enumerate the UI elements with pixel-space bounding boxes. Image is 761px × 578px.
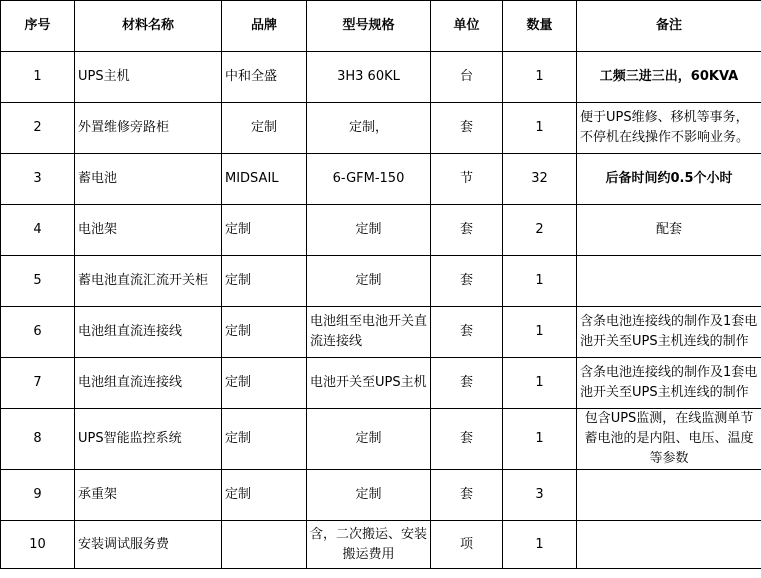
cell-qty: 2 [503,205,577,256]
cell-model: 6-GFM-150 [307,154,431,205]
cell-brand: 定制 [222,409,307,470]
cell-material: 电池组直流连接线 [75,358,222,409]
header-brand: 品牌 [222,1,307,52]
cell-qty: 1 [503,307,577,358]
cell-model: 定制 [307,409,431,470]
cell-unit: 套 [431,103,503,154]
table-row [1,307,761,358]
cell-material: 电池架 [75,205,222,256]
table-row [1,103,761,154]
cell-qty: 1 [503,103,577,154]
cell-model: 电池开关至UPS主机 [307,358,431,409]
cell-qty: 1 [503,521,577,569]
cell-model: 3H3 60KL [307,52,431,103]
table-row [1,52,761,103]
cell-qty: 1 [503,52,577,103]
cell-note [577,521,761,569]
cell-brand: 定制 [222,256,307,307]
cell-qty: 3 [503,470,577,521]
cell-index: 1 [1,52,75,103]
cell-brand: 定制 [222,470,307,521]
cell-note [577,256,761,307]
cell-unit: 套 [431,409,503,470]
cell-brand: MIDSAIL [222,154,307,205]
cell-brand: 定制 [222,307,307,358]
cell-index: 10 [1,521,75,569]
header-material: 材料名称 [75,1,222,52]
cell-model: 定制， [307,103,431,154]
cell-unit: 项 [431,521,503,569]
cell-note: 工频三进三出，60KVA [577,52,761,103]
table-row [1,256,761,307]
cell-material: 承重架 [75,470,222,521]
cell-note: 含条电池连接线的制作及1套电池开关至UPS主机连线的制作 [577,307,761,358]
cell-unit: 套 [431,470,503,521]
cell-unit: 套 [431,358,503,409]
cell-brand: 中和全盛 [222,52,307,103]
cell-material: UPS智能监控系统 [75,409,222,470]
cell-index: 7 [1,358,75,409]
cell-material: 安装调试服务费 [75,521,222,569]
cell-note [577,470,761,521]
cell-index: 9 [1,470,75,521]
cell-unit: 套 [431,205,503,256]
cell-material: 电池组直流连接线 [75,307,222,358]
cell-material: 蓄电池直流汇流开关柜 [75,256,222,307]
cell-brand [222,521,307,569]
cell-note: 后备时间约0.5个小时 [577,154,761,205]
cell-note: 包含UPS监测，在线监测单节蓄电池的是内阻、电压、温度等参数 [577,409,761,470]
cell-index: 8 [1,409,75,470]
cell-model: 定制 [307,470,431,521]
cell-model: 定制 [307,205,431,256]
cell-material: 外置维修旁路柜 [75,103,222,154]
cell-index: 4 [1,205,75,256]
cell-material: UPS主机 [75,52,222,103]
table-row [1,521,761,569]
header-qty: 数量 [503,1,577,52]
cell-model: 含，二次搬运、安装搬运费用 [307,521,431,569]
header-note: 备注 [577,1,761,52]
table-row [1,409,761,470]
cell-qty: 1 [503,409,577,470]
header-row [1,1,761,52]
cell-brand: 定制 [222,358,307,409]
cell-unit: 节 [431,154,503,205]
cell-qty: 32 [503,154,577,205]
cell-unit: 套 [431,307,503,358]
cell-note: 配套 [577,205,761,256]
cell-note: 便于UPS维修、移机等事务，不停机在线操作不影响业务。 [577,103,761,154]
table-row [1,154,761,205]
table-row [1,470,761,521]
cell-brand: 定制 [222,103,307,154]
cell-index: 2 [1,103,75,154]
cell-material: 蓄电池 [75,154,222,205]
cell-index: 6 [1,307,75,358]
header-unit: 单位 [431,1,503,52]
cell-unit: 套 [431,256,503,307]
cell-note: 含条电池连接线的制作及1套电池开关至UPS主机连线的制作 [577,358,761,409]
cell-unit: 台 [431,52,503,103]
cell-index: 3 [1,154,75,205]
cell-qty: 1 [503,256,577,307]
cell-index: 5 [1,256,75,307]
table-row [1,205,761,256]
cell-model: 定制 [307,256,431,307]
cell-qty: 1 [503,358,577,409]
cell-model: 电池组至电池开关直流连接线 [307,307,431,358]
header-model: 型号规格 [307,1,431,52]
cell-brand: 定制 [222,205,307,256]
table-row [1,358,761,409]
header-index: 序号 [1,1,75,52]
